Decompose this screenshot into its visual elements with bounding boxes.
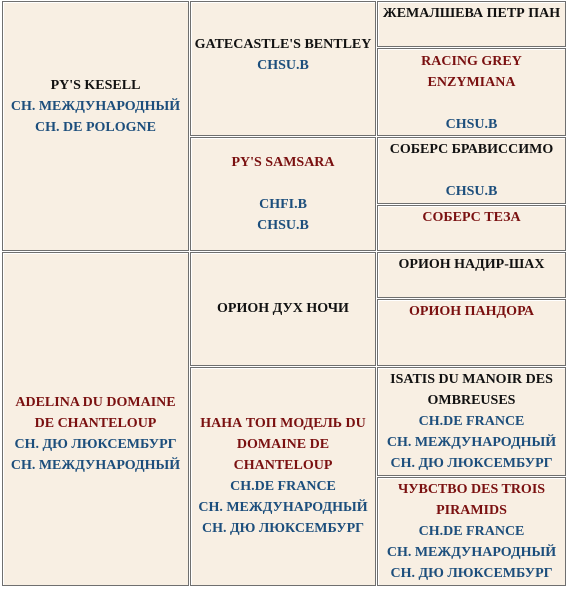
pedigree-cell-sire-sire-sire [377, 1, 566, 47]
dam-sire-dam-name: ОРИОН ПАНДОРА [409, 304, 534, 319]
pedigree-cell-sire-sire [190, 1, 376, 136]
sire-sire-name: GATECASTLE'S BENTLEY [194, 36, 372, 52]
pedigree-cell-sire [2, 1, 189, 251]
dam-name: ADELINA DU DOMAINE DE CHANTELOUP [15, 395, 176, 431]
pedigree-cell-sire-dam-dam [377, 205, 566, 251]
dam-sire-name: ОРИОН ДУХ НОЧИ [217, 300, 349, 316]
dam-dam-sire-title-3: СН. ДЮ ЛЮКСЕМБУРГ [390, 456, 553, 471]
sire-title-2: CH. DE POLOGNE [35, 119, 156, 135]
dam-dam-name: НАНА ТОП МОДЕЛЬ DU DOMAINE DE CHANTELOUP [200, 416, 366, 473]
pedigree-cell-dam-dam-dam [377, 477, 566, 586]
dam-dam-sire-name: ISATIS DU MANOIR DES OMBREUSES [390, 372, 553, 408]
sire-dam-dam-name: СОБЕРС ТЕЗА [422, 210, 521, 225]
sire-title-1: СН. МЕЖДУНАРОДНЫЙ [10, 98, 181, 114]
pedigree-cell-dam [2, 252, 189, 586]
dam-dam-dam-name: ЧУВСТВО DES TROIS PIRAMIDS [397, 482, 546, 518]
pedigree-cell-dam-dam-sire [377, 367, 566, 476]
dam-dam-sire-title-1: CH.DE FRANCE [418, 414, 525, 429]
sire-dam-sire-name: СОБЕРС БРАВИССИМО [389, 142, 554, 157]
dam-title-1: СН. ДЮ ЛЮКСЕМБУРГ [14, 437, 177, 452]
pedigree-cell-dam-sire [190, 252, 376, 366]
dam-dam-sire-title-2: СН. МЕЖДУНАРОДНЫЙ [386, 435, 557, 450]
dam-dam-title-1: CH.DE FRANCE [230, 479, 336, 494]
dam-dam-dam-title-1: CH.DE FRANCE [418, 524, 525, 539]
sire-dam-title-1: CHFI.B [259, 197, 307, 212]
sire-dam-name: PY'S SAMSARA [231, 155, 335, 170]
sire-dam-sire-title-1: CHSU.B [445, 184, 498, 199]
sire-dam-title-2: CHSU.B [257, 218, 309, 233]
dam-dam-title-3: СН. ДЮ ЛЮКСЕМБУРГ [201, 521, 365, 536]
pedigree-cell-dam-dam [190, 367, 376, 586]
pedigree-cell-sire-dam [190, 137, 376, 251]
dam-sire-sire-name: ОРИОН НАДИР-ШАХ [398, 257, 545, 272]
pedigree-cell-dam-sire-sire [377, 252, 566, 298]
pedigree-cell-dam-sire-dam [377, 299, 566, 366]
dam-title-2: СН. МЕЖДУНАРОДНЫЙ [10, 458, 181, 473]
sire-sire-dam-title-1: CHSU.B [445, 117, 498, 132]
sire-sire-title-1: CHSU.B [257, 57, 309, 73]
pedigree-cell-sire-dam-sire [377, 137, 566, 204]
dam-dam-title-2: СН. МЕЖДУНАРОДНЫЙ [198, 500, 368, 515]
dam-dam-dam-title-3: СН. ДЮ ЛЮКСЕМБУРГ [390, 566, 553, 581]
pedigree-cell-sire-sire-dam [377, 48, 566, 136]
sire-sire-sire-name: ЖЕМАЛШЕВА ПЕТР ПАН [382, 6, 561, 21]
dam-dam-dam-title-2: СН. МЕЖДУНАРОДНЫЙ [386, 545, 557, 560]
sire-sire-dam-name: RACING GREY ENZYMIANA [421, 54, 522, 90]
sire-name: PY'S KESELL [50, 77, 141, 93]
